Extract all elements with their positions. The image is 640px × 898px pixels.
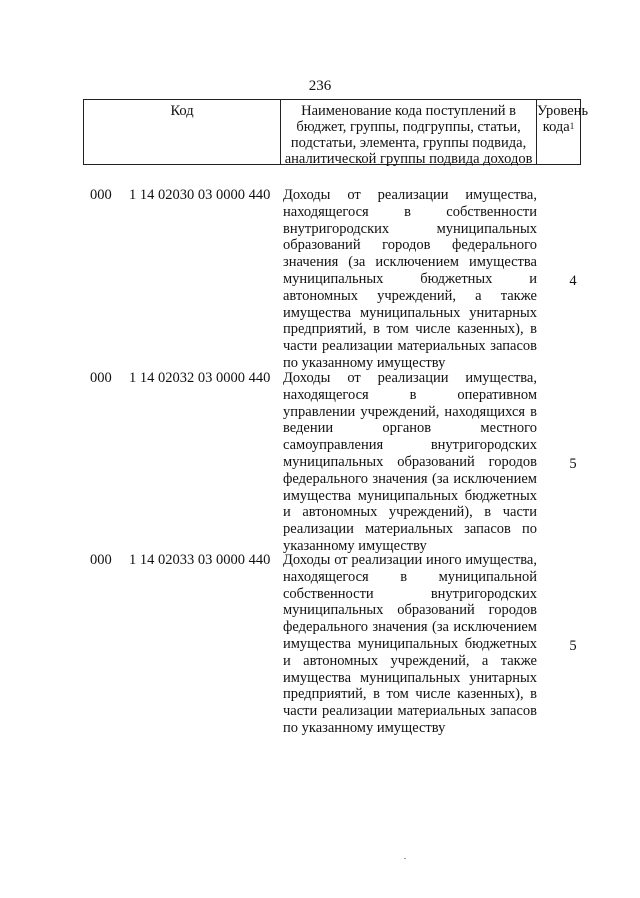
header-level-line: Уровень bbox=[537, 103, 589, 119]
row-level: 5 bbox=[569, 456, 577, 472]
row-level: 5 bbox=[569, 638, 577, 654]
row-name-line: находящегося в собственности bbox=[283, 203, 537, 220]
row-name-line: находящегося в оперативном bbox=[283, 386, 537, 403]
row-name-line: и автономных учреждений, а также bbox=[283, 652, 537, 669]
row-name-line: имущества муниципальных унитарных bbox=[283, 669, 537, 686]
row-prefix: 000 bbox=[90, 370, 112, 386]
row-name-line: и автономных учреждений), в части bbox=[283, 504, 537, 521]
header-name-line: подстатьи, элемента, группы подвида, bbox=[290, 135, 527, 151]
header-code: Код bbox=[84, 100, 281, 164]
table-header bbox=[83, 99, 589, 167]
row-name-line: по указанному имуществу bbox=[283, 354, 446, 371]
row-name-line: автономных учреждений, а также bbox=[283, 287, 537, 304]
row-name-line: имущества муниципальных бюджетных bbox=[283, 487, 537, 504]
row-name-line: федерального значения (за исключением bbox=[283, 470, 537, 487]
row-name-line: значения (за исключением имущества bbox=[283, 254, 537, 271]
row-name-line: муниципальных образований городов bbox=[283, 453, 537, 470]
row-name-line: находящегося в муниципальной bbox=[283, 568, 537, 585]
row-prefix: 000 bbox=[90, 187, 112, 203]
row-name-line: Доходы от реализации иного имущества, bbox=[283, 552, 537, 568]
row-name-line: по указанному имуществу bbox=[283, 719, 446, 736]
row-name-line: самоуправления внутригородских bbox=[283, 437, 537, 454]
row-level: 4 bbox=[569, 273, 577, 289]
row-name-line: образований городов федерального bbox=[283, 237, 537, 254]
row-name bbox=[283, 370, 537, 555]
header-name-line: бюджет, группы, подгруппы, статьи, bbox=[296, 119, 521, 135]
row-name-line: части реализации материальных запасов bbox=[283, 338, 537, 355]
scan-speck bbox=[404, 858, 406, 859]
row-name-line: имущества муниципальных унитарных bbox=[283, 304, 537, 321]
header-name bbox=[281, 100, 537, 167]
row-name-line: собственности внутригородских bbox=[283, 585, 537, 602]
row-name-line: управлении учреждений, находящихся в bbox=[283, 403, 537, 420]
page-number: 236 bbox=[308, 78, 332, 94]
row-name-line: Доходы от реализации имущества, bbox=[283, 370, 537, 386]
row-code: 1 14 02033 03 0000 440 bbox=[129, 552, 271, 568]
row-name-line: федерального значения (за исключением bbox=[283, 619, 537, 636]
header-name-line: Наименование кода поступлений в bbox=[301, 103, 517, 119]
row-name-line: Доходы от реализации имущества, bbox=[283, 187, 537, 203]
header-level-line: кода$^1$ bbox=[542, 119, 575, 135]
header-level bbox=[537, 100, 589, 164]
row-name-line: муниципальных образований городов bbox=[283, 602, 537, 619]
row-name bbox=[283, 552, 537, 737]
row-name-line: муниципальных бюджетных и bbox=[283, 270, 537, 287]
row-name-line: ведении органов местного bbox=[283, 420, 537, 437]
header-name-line: аналитической группы подвида доходов bbox=[284, 151, 533, 167]
row-name-line: предприятий, в том числе казенных), в bbox=[283, 321, 537, 338]
row-name-line: предприятий, в том числе казенных), в bbox=[283, 686, 537, 703]
row-code: 1 14 02030 03 0000 440 bbox=[129, 187, 271, 203]
row-name-line: имущества муниципальных бюджетных bbox=[283, 635, 537, 652]
footnote-mark: 1 bbox=[569, 121, 575, 131]
row-prefix: 000 bbox=[90, 552, 112, 568]
row-name-line: реализации материальных запасов по bbox=[283, 521, 537, 538]
row-name-line: части реализации материальных запасов bbox=[283, 703, 537, 720]
row-code: 1 14 02032 03 0000 440 bbox=[129, 370, 271, 386]
row-name-line: указанному имуществу bbox=[283, 537, 427, 554]
row-name bbox=[283, 187, 537, 372]
row-name-line: внутригородских муниципальных bbox=[283, 220, 537, 237]
